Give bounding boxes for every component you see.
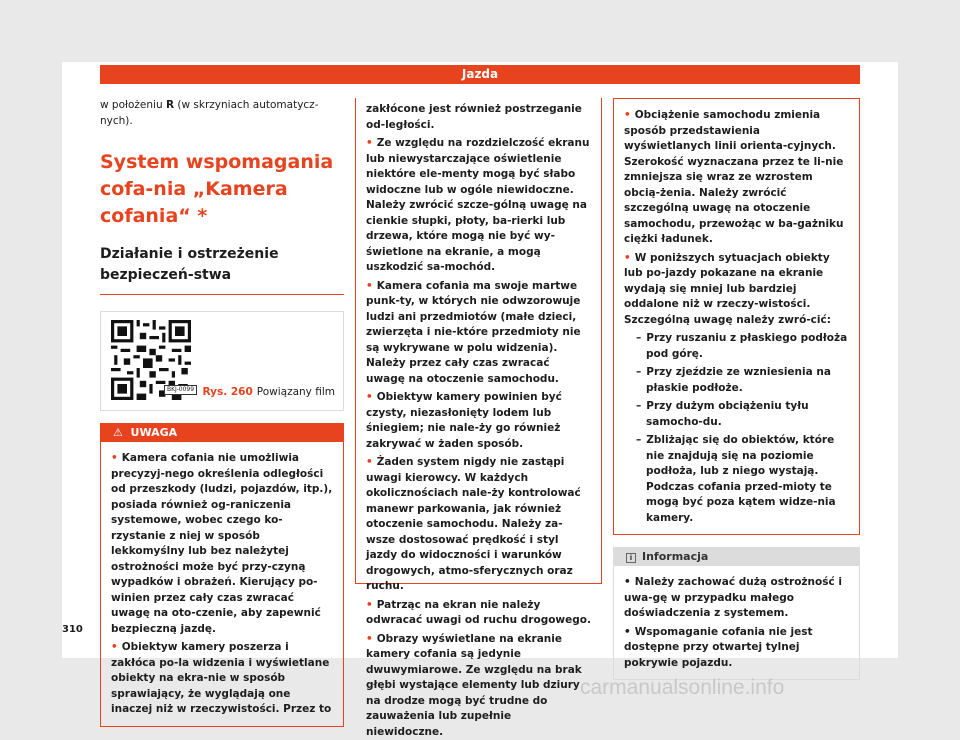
list-item: • Kamera cofania nie umożliwia precyzyj-nego określenia odległości od przeszkody (ludzi, pojazdów, itp.), posiada również og-raniczenia systemowe, wobec czego ko-rzystanie z niej w sposób lekkomyślny lub bez należytej ostrożności może być przy-czyną wypadków i obrażeń. Kierujący po-winien przez cały czas zwracać uwagę na oto-czenie, aby zapewnić bezpieczną jazdę. [111,451,333,637]
bullet-icon: • [366,280,373,292]
list-item: • Obiektyw kamery powinien być czysty, niezasłonięty lodem lub śniegiem; nie nale-ży go również zakrywać w żaden sposób. [366,390,591,452]
figure [100,311,344,411]
list-item: • Obiektyw kamery poszerza i zakłóca po-la widzenia i wyświetlane obiekty na ekra-nie w sposób sprawiający, że wyglądają one inaczej niż w rzeczywistości. Przez to [111,640,333,718]
warning-body [101,442,343,726]
section-heading: System wspomagania cofa-nia „Kamera cofania“ * [100,149,344,230]
sub-list-item: – Przy dużym obciążeniu tyłu samocho-du. [624,399,849,430]
list-item: • Obrazy wyświetlane na ekranie kamery cofania są jedynie dwuwymiarowe. Ze względu na brak głębi wystające elementy lub dziury na drodze mogą być trudne do zauważenia lub zupełnie niewidoczne. [366,632,591,740]
column-3 [613,98,860,680]
warning-triangle-icon: ⚠ [113,426,123,439]
list-item: • Ze względu na rozdzielczość ekranu lub niewystarczające oświetlenie niektóre ele-menty mogą być słabo widoczne lub w ogóle niewidoczne. Należy zwrócić szcze-gólną uwagę na cienkie słupki, płoty, ba-rierki lub drzewa, które mogą nie być wy-świetlone na ekranie, a mogą uszkodzić sa-mochód. [366,136,591,276]
info-header: i Informacja [614,548,859,566]
list-item: • Obciążenie samochodu zmienia sposób przedstawienia wyświetlanych linii orienta-cyjnych. Szerokość wyznaczana przez te li-nie zmniejsza się wraz ze wzrostem obcią-żenia. Należy zwrócić szczególną uwagę na otoczenie samochodu, przewożąc w ba-gażniku ciężki ładunek. [624,108,849,248]
bullet-icon: • [624,576,631,588]
list-item: • W poniższych sytuacjach obiekty lub po-jazdy pokazane na ekranie wydają się mniej lub bardziej oddalone niż w rzeczy-wistości. Szczególną uwagę należy zwró-cić: [624,251,849,329]
list-item: • Kamera cofania ma swoje martwe punk-ty, w których nie odwzorowuje ludzi ani przedmiotów (małe dzieci, zwierzęta i nie-które przedmioty nie są wykrywane w polu widzenia). Należy przez cały czas zwracać uwagę na otoczenie samochodu. [366,279,591,388]
page-header: Jazda [100,65,860,84]
info-body [614,566,859,679]
list-item: • Żaden system nigdy nie zastąpi uwagi kierowcy. W każdych okolicznościach nale-ży kontrolować manewr parkowania, jak również otoczenie samochodu. Należy za-wsze dostosować prędkość i styl jazdy do widoczności i warunków drogowych, atmo-sferycznych oraz ruchu. [366,455,591,595]
figure-code: BKJ-0099 [164,385,197,395]
info-icon: i [626,553,636,563]
bullet-icon: • [366,137,373,149]
subsection-heading: Działanie i ostrzeżenie bezpieczeń-stwa [100,244,344,295]
bullet-icon: • [111,452,118,464]
figure-caption: Rys. 260 Powiązany film [202,385,335,401]
sub-list-item: – Przy ruszaniu z płaskiego podłoża pod górę. [624,331,849,362]
list-item: • Wspomaganie cofania nie jest dostępne przy otwartej tylnej pokrywie pojazdu. [624,625,849,672]
sub-list-item: – Zbliżając się do obiektów, które nie znajdują się na poziomie podłoża, lub z niego wystają. Podczas cofania przed-mioty te mogą być poza kątem widze-nia kamery. [624,433,849,526]
bullet-icon: • [111,641,118,653]
bullet-icon: • [366,599,373,611]
page-number: 310 [62,624,83,635]
warning-continuation-2 [613,98,860,535]
figure-number[interactable]: Rys. 260 [202,386,252,398]
bullet-icon: • [624,252,631,264]
bullet-icon: • [624,626,631,638]
column-1 [100,98,344,727]
bullet-icon: • [366,633,373,645]
list-item: • Należy zachować dużą ostrożność i uwa-gę w przypadku małego doświadczenia z systemem. [624,575,849,622]
bullet-icon: • [366,456,373,468]
sub-list-item: – Przy zjeździe ze wzniesienia na płaskie podłoże. [624,365,849,396]
list-item: • Patrząc na ekran nie należy odwracać uwagi od ruchu drogowego. [366,598,591,629]
bullet-icon: • [624,109,631,121]
watermark: carmanualsonline.info [580,676,784,700]
warning-continuation [355,98,602,584]
info-box [613,547,860,680]
bullet-icon: • [366,391,373,403]
warning-header: ⚠ UWAGA [101,424,343,442]
continuation-text: zakłócone jest również postrzeganie od-ległości. [366,102,591,133]
intro-text: w położeniu R (w skrzyniach automatycz-nych). [100,98,344,129]
warning-box [100,423,344,727]
column-2 [355,98,602,584]
